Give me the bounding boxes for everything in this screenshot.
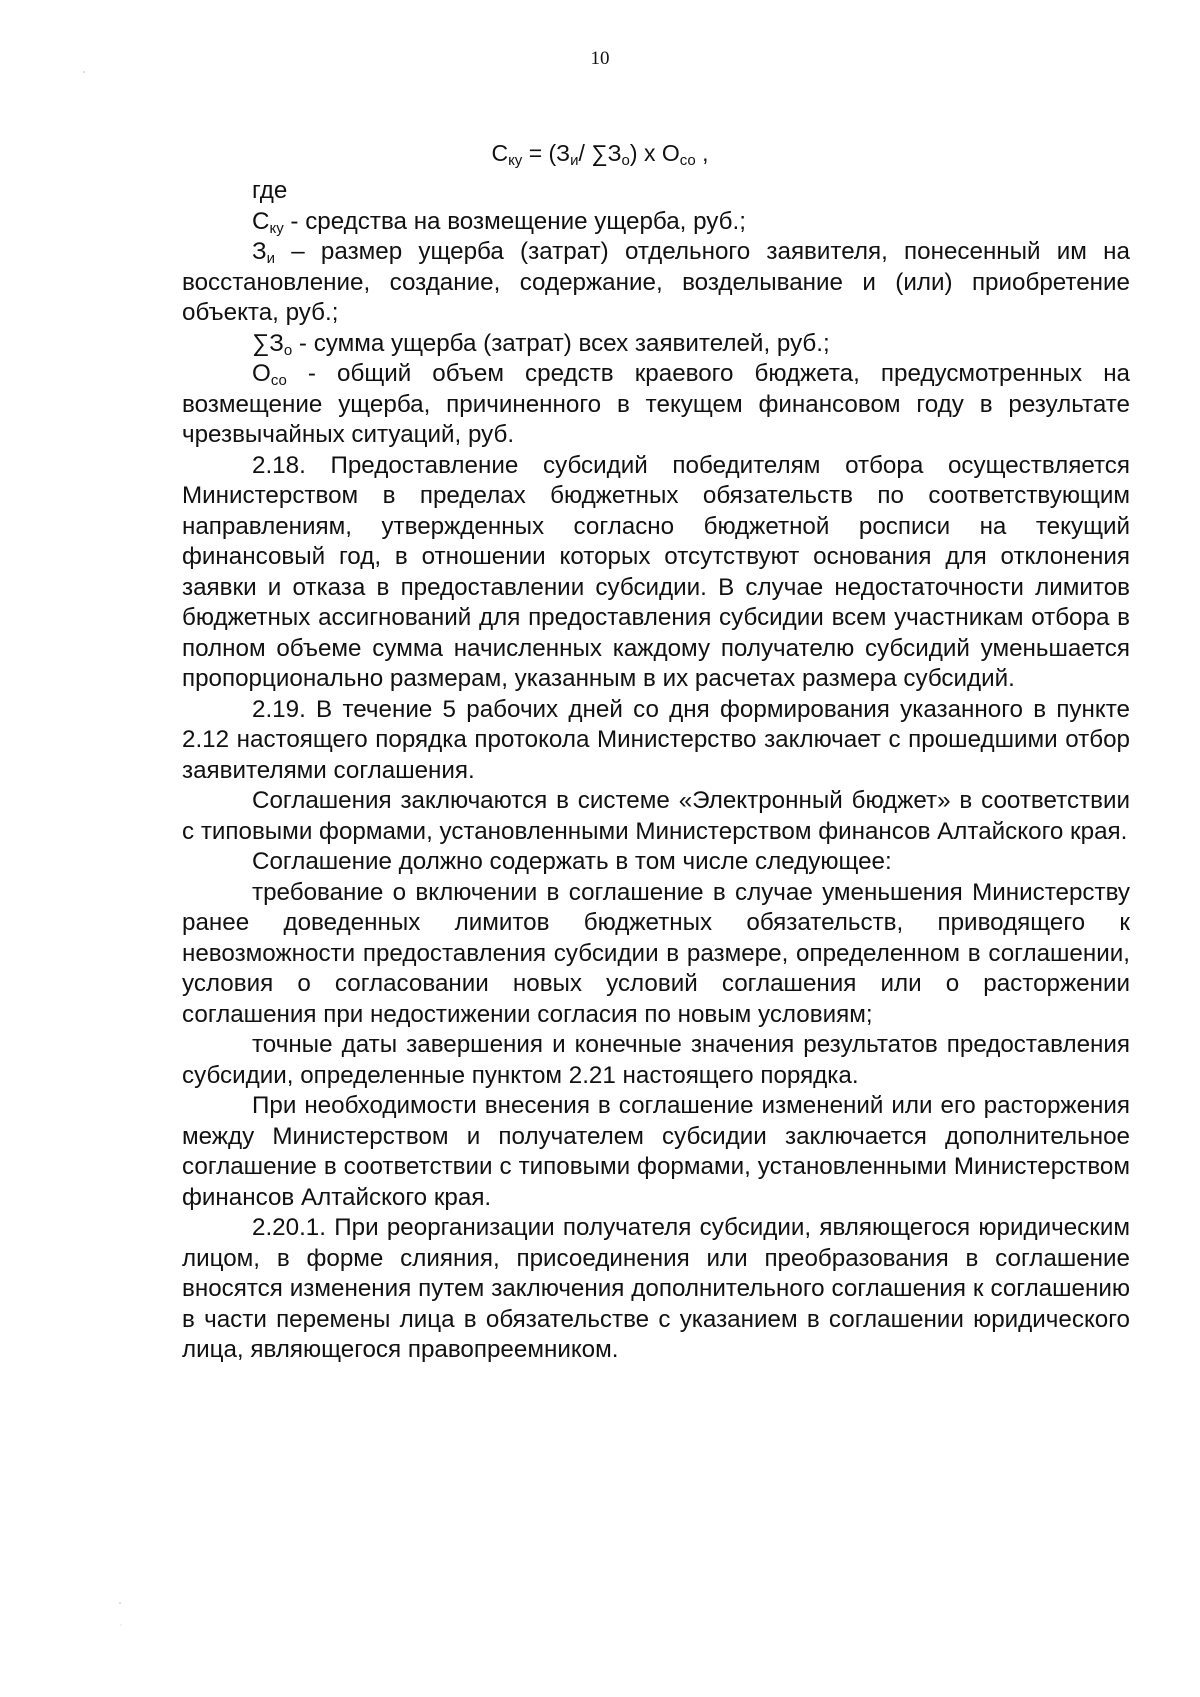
- scan-speck: [83, 71, 85, 73]
- paragraph-2-18: 2.18. Предоставление субсидий победителям отбора осуществляется Министерством в пределах бюджетных обязательств по соответствующим направлениям, утвержденных согласно бюджетной росписи на текущий финансовый год, в отношении которых отсутствуют основания для отклонения заявки и отказа в предоставлении субсидии. В случае недостаточности лимитов бюджетных ассигнований для предоставления субсидии всем участникам отбора в полном объеме сумма начисленных каждому получателю субсидий уменьшается пропорционально размерам, указанным в их расчетах размера субсидий.: [182, 451, 1130, 692]
- paragraph-exact-dates: точные даты завершения и конечные значения результатов предоставления субсидии, определенные пунктом 2.21 настоящего порядка.: [182, 1031, 1130, 1089]
- where-label: где: [252, 177, 288, 204]
- definition-item: [182, 237, 1130, 329]
- definition-symbol: О: [252, 360, 271, 387]
- page-number: 10: [590, 48, 610, 69]
- definition-subscript: ку: [269, 219, 284, 237]
- scan-speck: [119, 1602, 121, 1604]
- paragraph-amendments: При необходимости внесения в соглашение изменений или его расторжения между Министерством и получателем субсидии заключается дополнительное соглашение в соответствии с типовыми формами, установленными Министерством финансов Алтайского края.: [182, 1092, 1130, 1211]
- document-body: [182, 176, 1130, 1366]
- definition-symbol: З: [252, 238, 267, 265]
- formula-times: ) х О: [629, 140, 680, 166]
- formula-slash-sum: / ∑З: [578, 140, 622, 166]
- paragraph-agreement-contents: Соглашение должно содержать в том числе следующее:: [252, 848, 892, 875]
- definition-item: [182, 207, 1130, 238]
- paragraph-2-20-1: 2.20.1. При реорганизации получателя субсидии, являющегося юридическим лицом, в форме слияния, присоединения или преобразования в соглашение вносятся изменения путем заключения дополнительного соглашения к соглашению в части перемены лица в обязательстве с указанием в соглашении юридического лица, являющегося правопреемником.: [182, 1214, 1130, 1363]
- definition-text: - общий объем средств краевого бюджета, предусмотренных на возмещение ущерба, причиненного в текущем финансовом году в результате чрезвычайных ситуаций, руб.: [182, 360, 1130, 448]
- definition-symbol: ∑З: [252, 329, 284, 357]
- definition-item: [182, 329, 1130, 360]
- paragraph-2-19: 2.19. В течение 5 рабочих дней со дня формирования указанного в пункте 2.12 настоящего порядка протокола Министерство заключает с прошедшими отбор заявителями соглашения.: [182, 695, 1130, 784]
- scan-speck: [120, 1624, 121, 1625]
- definition-text: - сумма ущерба (затрат) всех заявителей, руб.;: [292, 329, 830, 357]
- paragraph-limits-requirement: требование о включении в соглашение в случае уменьшения Министерству ранее доведенных лимитов бюджетных обязательств, приводящего к невозможности предоставления субсидии в размере, определенном в соглашении, условия о согласовании новых условий соглашения или о расторжении соглашения при недостижении согласия по новым условиям;: [182, 878, 1130, 1028]
- formula: [0, 140, 1200, 169]
- definition-item: [182, 359, 1130, 451]
- definition-symbol: С: [252, 207, 270, 235]
- definition-subscript: и: [266, 250, 275, 267]
- formula-lhs-sub: ку: [508, 152, 523, 169]
- definition-subscript: о: [283, 341, 293, 359]
- formula-zo-sub: о: [621, 152, 630, 169]
- formula-eq-open: = (З: [522, 140, 571, 166]
- formula-zi-sub: и: [570, 152, 579, 169]
- formula-lhs: С: [491, 140, 509, 166]
- definition-text: – размер ущерба (затрат) отдельного заявителя, понесенный им на восстановление, создание, содержание, возделывание и (или) приобретение объекта, руб.;: [182, 238, 1130, 326]
- paragraph-agreements-system: Соглашения заключаются в системе «Электронный бюджет» в соответствии с типовыми формами, установленными Министерством финансов Алтайского края.: [182, 787, 1130, 845]
- definition-text: - средства на возмещение ущерба, руб.;: [283, 207, 746, 235]
- definition-subscript: со: [270, 372, 287, 389]
- formula-oso-sub: со: [679, 152, 696, 169]
- formula-tail: ,: [695, 140, 709, 166]
